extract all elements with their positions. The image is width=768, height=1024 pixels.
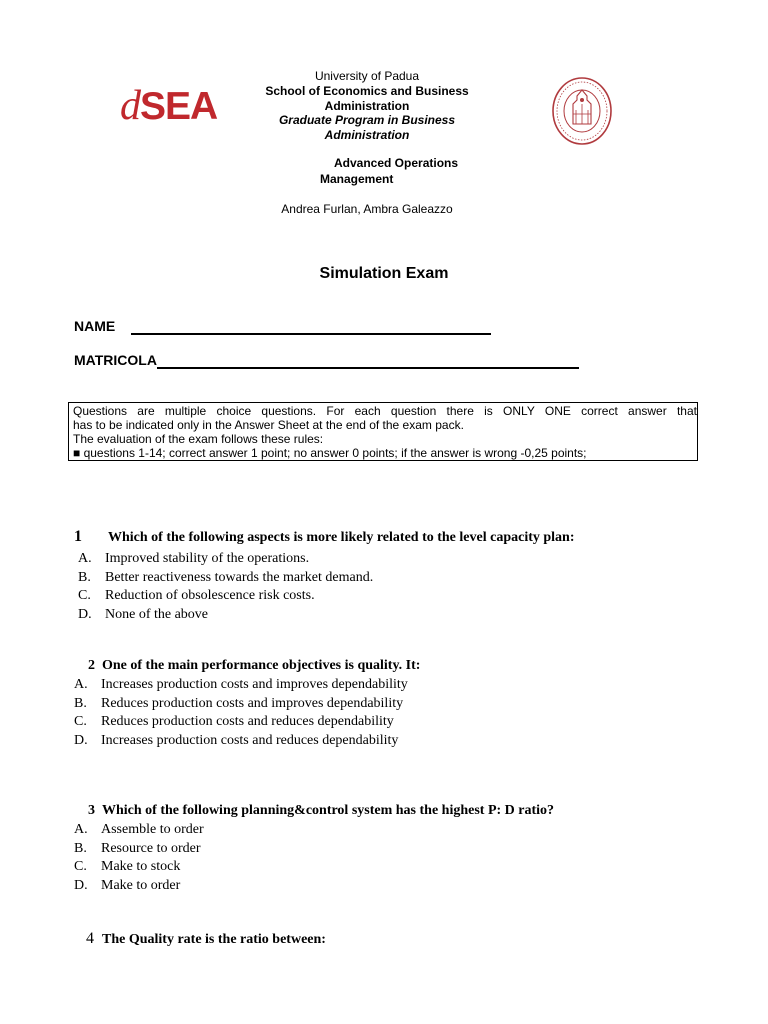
question-text: Which of the following aspects is more likely related to the level capacity plan: — [108, 530, 575, 545]
option-c: C. Reduction of obsolescence risk costs. — [78, 588, 315, 604]
question-number: 2 — [88, 658, 95, 673]
program-line-2: Administration — [324, 128, 410, 143]
question-number: 4 — [86, 930, 94, 947]
course-line-2: Management — [320, 171, 394, 186]
option-b: B. Resource to order — [74, 840, 201, 856]
logo-d: d — [120, 83, 140, 129]
rules-line-2: has to be indicated only in the Answer Sheet at the end of the exam pack. — [73, 418, 464, 432]
dsea-logo — [120, 84, 217, 129]
school-line-1: School of Economics and Business — [265, 83, 469, 98]
matricola-blank-line[interactable] — [157, 353, 579, 369]
question-number: 3 — [88, 803, 95, 818]
exam-title: Simulation Exam — [319, 265, 449, 282]
university-seal-icon — [549, 74, 615, 148]
name-label: NAME — [74, 318, 116, 334]
rules-line-1: Questions are multiple choice questions. For each question there is ONLY ONE correct answer that — [73, 404, 697, 418]
option-a: A. Improved stability of the operations. — [78, 551, 310, 566]
question-text: One of the main performance objectives is quality. It: — [102, 658, 421, 673]
course-title — [320, 156, 480, 187]
name-blank-line[interactable] — [131, 319, 491, 335]
logo-sea: SEA — [140, 85, 218, 128]
university-name: University of Padua — [314, 69, 420, 83]
rules-line-3: The evaluation of the exam follows these rules: — [73, 432, 324, 446]
institution-header — [236, 69, 498, 143]
question-2 — [74, 657, 420, 751]
program-line-1: Graduate Program in Business — [278, 113, 456, 128]
rules-line-4: ■ questions 1-14; correct answer 1 point; no answer 0 points; if the answer is wrong -0,25 points; — [73, 446, 587, 460]
option-d: D. Make to order — [74, 878, 181, 894]
question-number: 1 — [74, 528, 82, 545]
question-4 — [74, 930, 326, 949]
question-text: Which of the following planning&control system has the highest P: D ratio? — [102, 803, 555, 818]
question-3 — [74, 802, 554, 896]
matricola-field — [74, 352, 579, 369]
option-b: B. Better reactiveness towards the market demand. — [78, 569, 374, 585]
option-d: D. None of the above — [78, 607, 209, 623]
authors: Andrea Furlan, Ambra Galeazzo — [281, 202, 453, 216]
option-c: C. Make to stock — [74, 859, 181, 875]
question-1 — [74, 528, 575, 625]
option-a: A. Increases production costs and improves dependability — [74, 677, 408, 692]
rules-box — [68, 402, 698, 461]
course-line-1: Advanced Operations — [334, 156, 459, 170]
matricola-label: MATRICOLA — [74, 352, 157, 368]
option-d: D. Increases production costs and reduces dependability — [74, 733, 399, 749]
school-line-2: Administration — [324, 98, 410, 113]
question-text: The Quality rate is the ratio between: — [102, 932, 326, 947]
option-c: C. Reduces production costs and reduces dependability — [74, 714, 394, 730]
name-field — [74, 318, 491, 335]
option-a: A. Assemble to order — [74, 822, 204, 837]
option-b: B. Reduces production costs and improves dependability — [74, 695, 404, 711]
